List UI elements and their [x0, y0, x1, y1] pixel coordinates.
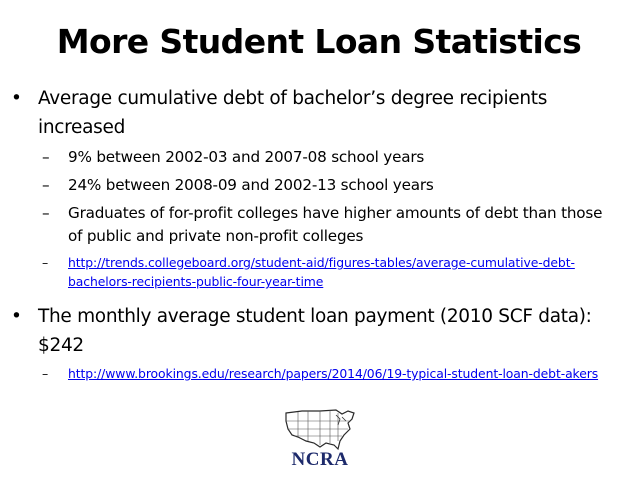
bullet-symbol: • — [11, 306, 22, 327]
bullet-monthly-payment — [8, 302, 620, 360]
sub-bullet-collegeboard-link — [8, 253, 620, 291]
dash-symbol: – — [42, 255, 49, 270]
dash-symbol: – — [42, 148, 50, 166]
bullet-symbol: • — [11, 88, 22, 109]
sub-bullet-24-percent — [8, 174, 620, 197]
sub-bullet-text: Graduates of for-profit colleges have higher amounts of debt than those of public and private non-profit colleges — [68, 204, 603, 245]
sub-bullet-text: 9% between 2002-03 and 2007-08 school years — [68, 148, 425, 166]
dash-symbol: – — [42, 204, 50, 222]
collegeboard-link[interactable]: http://trends.collegeboard.org/student-aid/figures-tables/average-cumulative-debt-bachelors-recipients-public-four-year-time — [68, 255, 575, 289]
bullet-average-debt — [8, 84, 620, 142]
slide-content — [8, 84, 620, 383]
slide-title: More Student Loan Statistics — [56, 22, 582, 61]
dash-symbol: – — [42, 366, 49, 381]
dash-symbol: – — [42, 176, 50, 194]
bullet-text: Average cumulative debt of bachelor’s degree recipients increased — [38, 88, 548, 138]
sub-bullet-9-percent — [8, 146, 620, 169]
bullet-text: The monthly average student loan payment (2010 SCF data): $242 — [38, 306, 592, 356]
sub-bullet-text: 24% between 2008-09 and 2002-13 school years — [68, 176, 434, 194]
us-map-icon — [280, 405, 360, 451]
sub-bullet-brookings-link — [8, 364, 620, 383]
ncra-logo-text: NCRA — [291, 449, 349, 470]
sub-bullet-for-profit — [8, 202, 620, 248]
ncra-logo — [280, 405, 360, 475]
brookings-link[interactable]: http://www.brookings.edu/research/papers/2014/06/19-typical-student-loan-debt-akers — [68, 366, 599, 381]
